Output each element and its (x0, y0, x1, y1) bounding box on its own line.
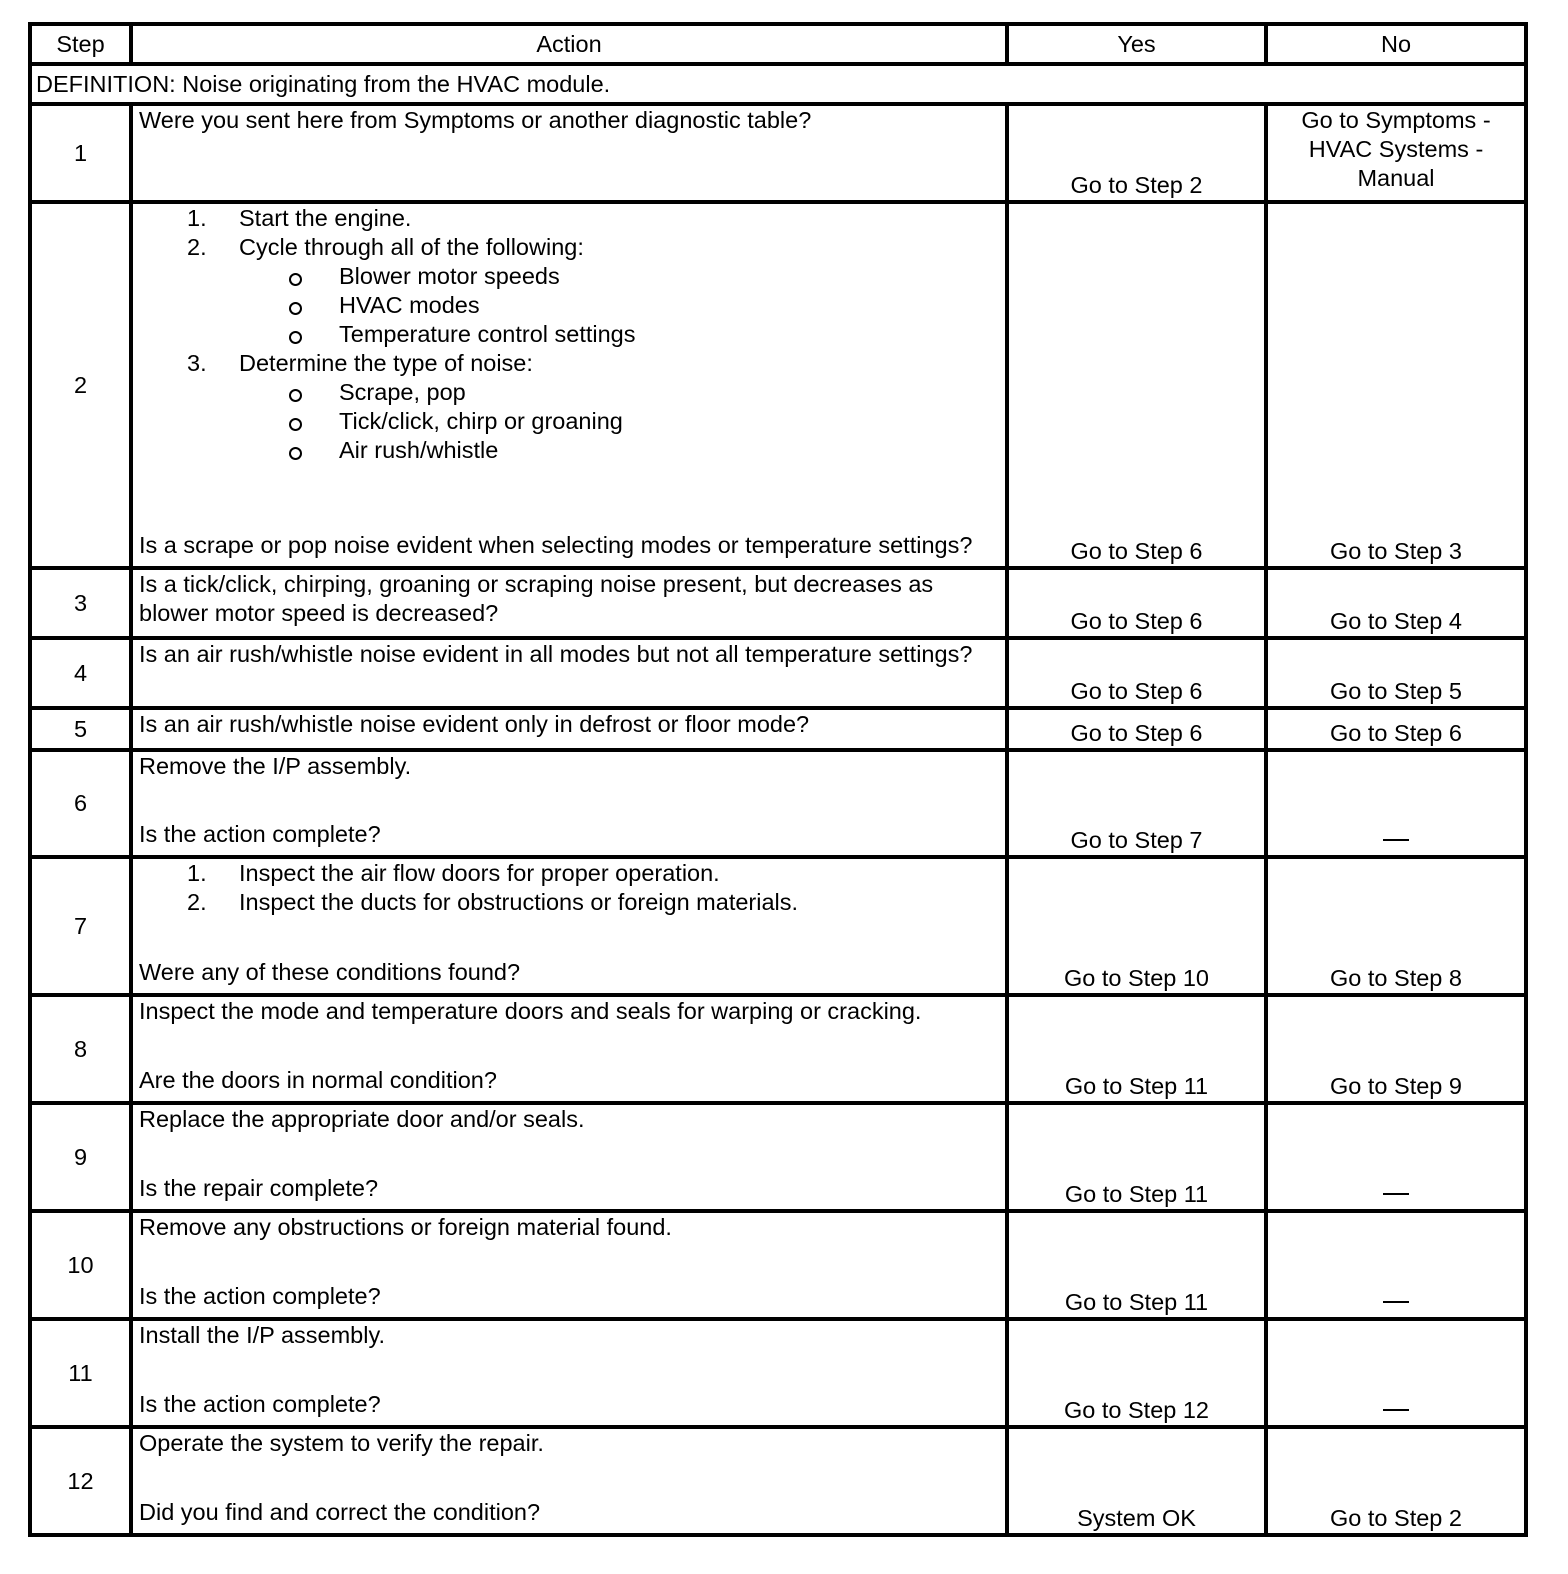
action-question: Did you find and correct the condition? (139, 1499, 541, 1525)
dash-icon (1383, 839, 1409, 842)
table-row (30, 104, 1526, 202)
action-step-number: 2. (187, 234, 207, 260)
action-content (139, 1429, 999, 1527)
yes-result: Go to Step 6 (1007, 202, 1266, 568)
action-step-item (139, 233, 999, 349)
action-step-number: 1. (187, 205, 207, 231)
action-step-text: Inspect the ducts for obstructions or foreign materials. (239, 889, 799, 915)
action-instruction-text: Install the I/P assembly. (139, 1322, 385, 1348)
no-result (1266, 1211, 1526, 1319)
action-substep-text: Blower motor speeds (339, 263, 560, 289)
circle-bullet-icon (289, 302, 302, 315)
no-result (1266, 1319, 1526, 1427)
action-question: Were you sent here from Symptoms or another diagnostic table? (139, 107, 812, 133)
action-substep-item (139, 320, 999, 349)
table-row (30, 638, 1526, 708)
action-content (139, 710, 999, 742)
step-number: 4 (30, 638, 131, 708)
action-cell (131, 104, 1007, 202)
circle-bullet-icon (289, 447, 302, 460)
yes-result: Go to Step 12 (1007, 1319, 1266, 1427)
action-step-item (139, 349, 999, 465)
action-substep-item (139, 436, 999, 465)
yes-result: Go to Step 6 (1007, 638, 1266, 708)
step-number: 1 (30, 104, 131, 202)
yes-result: Go to Step 2 (1007, 104, 1266, 202)
action-cell (131, 857, 1007, 995)
action-substep-text: Temperature control settings (339, 321, 636, 347)
no-result: Go to Step 3 (1266, 202, 1526, 568)
yes-result: Go to Step 11 (1007, 1103, 1266, 1211)
no-result: Go to Symptoms - HVAC Systems - Manual (1266, 104, 1526, 202)
action-content (139, 859, 999, 987)
action-step-number: 3. (187, 350, 207, 376)
table-row (30, 857, 1526, 995)
header-action: Action (131, 24, 1007, 64)
no-result: Go to Step 9 (1266, 995, 1526, 1103)
action-instructions (139, 1321, 999, 1350)
action-substep-item (139, 378, 999, 407)
step-number: 5 (30, 708, 131, 750)
circle-bullet-icon (289, 389, 302, 402)
action-instruction-text: Remove any obstructions or foreign material found. (139, 1214, 672, 1240)
action-content (139, 1105, 999, 1203)
yes-result: Go to Step 10 (1007, 857, 1266, 995)
table-row (30, 568, 1526, 638)
action-content (139, 997, 999, 1095)
header-row (30, 24, 1526, 64)
definition-text: DEFINITION: Noise originating from the HVAC module. (30, 64, 1526, 104)
step-number: 11 (30, 1319, 131, 1427)
action-question: Is a tick/click, chirping, groaning or scraping noise present, but decreases as blower motor speed is decreased? (139, 571, 934, 626)
circle-bullet-icon (289, 418, 302, 431)
table-row (30, 1427, 1526, 1535)
action-substep-text: Scrape, pop (339, 379, 466, 405)
action-cell (131, 1427, 1007, 1535)
action-step-text: Inspect the air flow doors for proper operation. (239, 860, 720, 886)
yes-result: Go to Step 7 (1007, 750, 1266, 857)
circle-bullet-icon (289, 273, 302, 286)
yes-result: Go to Step 11 (1007, 995, 1266, 1103)
action-step-number: 2. (187, 889, 207, 915)
action-substeps-list (239, 262, 999, 349)
action-question: Are the doors in normal condition? (139, 1067, 497, 1093)
action-instructions (139, 1429, 999, 1458)
action-instructions (139, 640, 999, 669)
action-instructions (139, 1105, 999, 1134)
action-instructions (139, 710, 999, 739)
action-question: Is a scrape or pop noise evident when selecting modes or temperature settings? (139, 532, 973, 558)
action-step-item (139, 204, 999, 233)
action-substep-text: HVAC modes (339, 292, 480, 318)
action-cell (131, 1211, 1007, 1319)
action-step-text: Cycle through all of the following: (239, 234, 584, 260)
action-instructions (139, 1213, 999, 1242)
action-step-number: 1. (187, 860, 207, 886)
table-row (30, 995, 1526, 1103)
action-instruction-text: Remove the I/P assembly. (139, 753, 412, 779)
no-result (1266, 1103, 1526, 1211)
dash-icon (1383, 1301, 1409, 1304)
action-content (139, 1213, 999, 1311)
step-number: 6 (30, 750, 131, 857)
action-substep-item (139, 262, 999, 291)
yes-result: System OK (1007, 1427, 1266, 1535)
yes-result: Go to Step 11 (1007, 1211, 1266, 1319)
circle-bullet-icon (289, 331, 302, 344)
action-instructions (139, 859, 999, 917)
action-instructions (139, 752, 999, 781)
action-content (139, 204, 999, 560)
step-number: 9 (30, 1103, 131, 1211)
action-content (139, 640, 999, 700)
table-row (30, 202, 1526, 568)
action-question: Is the action complete? (139, 1283, 381, 1309)
action-cell (131, 995, 1007, 1103)
no-result: Go to Step 5 (1266, 638, 1526, 708)
action-question: Is an air rush/whistle noise evident in all modes but not all temperature settings? (139, 641, 973, 667)
no-result: Go to Step 2 (1266, 1427, 1526, 1535)
step-number: 8 (30, 995, 131, 1103)
action-instruction-text: Replace the appropriate door and/or seals. (139, 1106, 585, 1132)
action-step-text: Start the engine. (239, 205, 412, 231)
action-substep-text: Tick/click, chirp or groaning (339, 408, 623, 434)
action-question: Is the action complete? (139, 821, 381, 847)
step-number: 10 (30, 1211, 131, 1319)
step-number: 12 (30, 1427, 131, 1535)
action-substep-item (139, 407, 999, 436)
step-number: 7 (30, 857, 131, 995)
action-instructions (139, 106, 999, 135)
action-cell (131, 750, 1007, 857)
diagnostic-table (28, 22, 1528, 1537)
action-content (139, 1321, 999, 1419)
header-no: No (1266, 24, 1526, 64)
no-result: Go to Step 4 (1266, 568, 1526, 638)
action-content (139, 570, 999, 630)
action-question: Is an air rush/whistle noise evident only in defrost or floor mode? (139, 711, 810, 737)
action-steps-list (139, 859, 999, 917)
action-cell (131, 1319, 1007, 1427)
table-row (30, 1319, 1526, 1427)
dash-icon (1383, 1409, 1409, 1412)
yes-result: Go to Step 6 (1007, 568, 1266, 638)
action-steps-list (139, 204, 999, 465)
step-number: 3 (30, 568, 131, 638)
no-result: Go to Step 8 (1266, 857, 1526, 995)
action-instruction-text: Inspect the mode and temperature doors and seals for warping or cracking. (139, 998, 922, 1024)
action-cell (131, 568, 1007, 638)
no-result: Go to Step 6 (1266, 708, 1526, 750)
action-content (139, 752, 999, 849)
definition-row (30, 64, 1526, 104)
action-step-item (139, 859, 999, 888)
action-substeps-list (239, 378, 999, 465)
action-instruction-text: Operate the system to verify the repair. (139, 1430, 544, 1456)
action-cell (131, 638, 1007, 708)
action-step-item (139, 888, 999, 917)
table-body (30, 64, 1526, 1535)
action-instructions (139, 204, 999, 465)
action-instructions (139, 570, 999, 628)
action-substep-text: Air rush/whistle (339, 437, 499, 463)
action-question: Is the repair complete? (139, 1175, 379, 1201)
action-substep-item (139, 291, 999, 320)
action-cell (131, 202, 1007, 568)
no-result (1266, 750, 1526, 857)
action-instructions (139, 997, 999, 1026)
step-number: 2 (30, 202, 131, 568)
yes-result: Go to Step 6 (1007, 708, 1266, 750)
table-row (30, 750, 1526, 857)
table-row (30, 708, 1526, 750)
action-cell (131, 1103, 1007, 1211)
action-cell (131, 708, 1007, 750)
dash-icon (1383, 1193, 1409, 1196)
action-step-text: Determine the type of noise: (239, 350, 533, 376)
table-row (30, 1103, 1526, 1211)
action-question: Is the action complete? (139, 1391, 381, 1417)
action-content (139, 106, 999, 194)
table-row (30, 1211, 1526, 1319)
diagnostic-page (28, 22, 1524, 1537)
header-yes: Yes (1007, 24, 1266, 64)
action-question: Were any of these conditions found? (139, 959, 521, 985)
header-step: Step (30, 24, 131, 64)
